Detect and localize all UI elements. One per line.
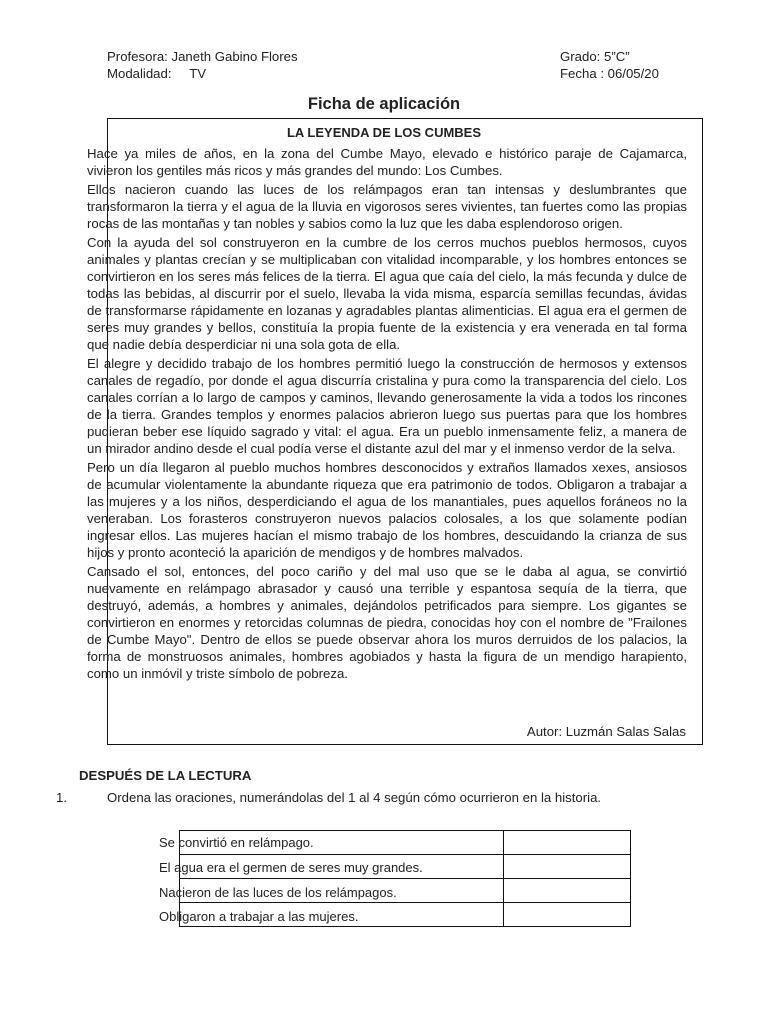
after-reading-heading: DESPUÉS DE LA LECTURA — [79, 768, 252, 783]
mode-label: Modalidad: — [107, 66, 172, 81]
sentence-1: Se convirtió en relámpago. — [159, 835, 314, 850]
story-paragraph: Pero un día llegaron al pueblo muchos hombres desconocidos y extraños llamados xexes, ansiosos de acumular violentamente la abundante riqueza que era patrimonio de todos. Obligaron a trabajar a las mujeres y a los niños, desperdiciando el agua de los manantiales, pues aquellos foráneos no la veneraban. Los forasteros construyeron nuevos palacios colosales, a los que solamente podían ingresar ellos. Las mujeres hacían el mismo trabajo de los hombres, descuidando la crianza de sus hijos y pronto aconteció la aparición de mendigos y de hombres malvados. — [87, 460, 687, 560]
mode-line — [107, 66, 206, 82]
story-paragraph: Cansado el sol, entonces, del poco cariño y del mal uso que se le daba al agua, se convirtió nuevamente en relámpago abrasador y causó una terrible y espantosa sequía de la tierra, que destruyó, además, a hombres y animales, dejándolos petrificados para siempre. Los gigantes se convirtieron en enormes y retorcidas columnas de piedra, conocidas hoy con el nombre de "Frailones de Cumbe Mayo". Dentro de ellos se puede observar ahora los muros derruidos de los palacios, la forma de monstruosos animales, hombres agobiados y hasta la figura de un mendigo harapiento, como un inmóvil y triste símbolo de pobreza. — [87, 564, 687, 681]
date: Fecha : 06/05/20 — [560, 66, 659, 81]
sentence-4: Obligaron a trabajar a las mujeres. — [159, 909, 359, 924]
story-paragraph: Ellos nacieron cuando las luces de los relámpagos eran tan intensas y deslumbrantes que transformaron la tierra y el agua de la lluvia en vigorosos seres vivientes, tan fuertes como las propias rocas de las montañas y tan nobles y sabios como la luz que les daba esplendoroso origen. — [87, 182, 687, 231]
page-title: Ficha de aplicación — [307, 95, 461, 113]
sentence-3: Nacieron de las luces de los relámpagos. — [159, 885, 397, 900]
story-author: Autor: Luzmán Salas Salas — [526, 724, 686, 739]
teacher-name: Profesora: Janeth Gabino Flores — [107, 49, 298, 64]
question-text: Ordena las oraciones, numerándolas del 1 al 4 según cómo ocurrieron en la historia. — [107, 790, 602, 805]
story-paragraph: El alegre y decidido trabajo de los hombres permitió luego la construcción de hermosos y extensos canales de regadío, por donde el agua discurría cristalina y pura como la transparencia del cielo. Los canales corrían a lo largo de campos y caminos, llevando generosamente la vida a todos los rincones de la tierra. Grandes templos y enormes palacios abrieron luego sus puertas para que los hombres pudieran beber ese líquido sagrado y vital: el agua. Era un pueblo inmensamente feliz, a manera de un mirador andino desde el cual podía verse el distante azul del mar y el inmenso verdor de la selva. — [87, 356, 687, 456]
answer-cell[interactable] — [504, 831, 631, 855]
story-paragraph: Hace ya miles de años, en la zona del Cumbe Mayo, elevado e histórico paraje de Cajamarca, vivieron los gentiles más ricos y más grandes del mundo: Los Cumbes. — [87, 146, 687, 178]
story-title: LA LEYENDA DE LOS CUMBES — [286, 125, 482, 140]
story-paragraph: Con la ayuda del sol construyeron en la cumbre de los cerros muchos pueblos hermosos, cuyos animales y plantas crecían y se multiplicaban con vitalidad incomparable, y los hombres entonces se convirtieron en los seres más felices de la tierra. El agua que caía del cielo, la más fecunda y dulce de todas las bebidas, al discurrir por el suelo, llevaba la vida misma, esparcía semillas fecundas, ávidas de transformarse rápidamente en lozanas y agradables plantas alimenticias. El agua era el germen de seres muy grandes y bellos, constituía la propia fuente de la existencia y era venerada en tal forma que nadie debía desperdiciar ni una sola gota de ella. — [87, 235, 687, 352]
sentence-2: El agua era el germen de seres muy grandes. — [159, 860, 423, 875]
grade: Grado: 5”C” — [560, 49, 630, 64]
answer-cell[interactable] — [504, 855, 631, 879]
answer-cell[interactable] — [504, 879, 631, 903]
story-body — [87, 145, 687, 684]
answer-cell[interactable] — [504, 903, 631, 927]
mode-value: TV — [189, 66, 207, 81]
question-number: 1. — [56, 790, 67, 805]
